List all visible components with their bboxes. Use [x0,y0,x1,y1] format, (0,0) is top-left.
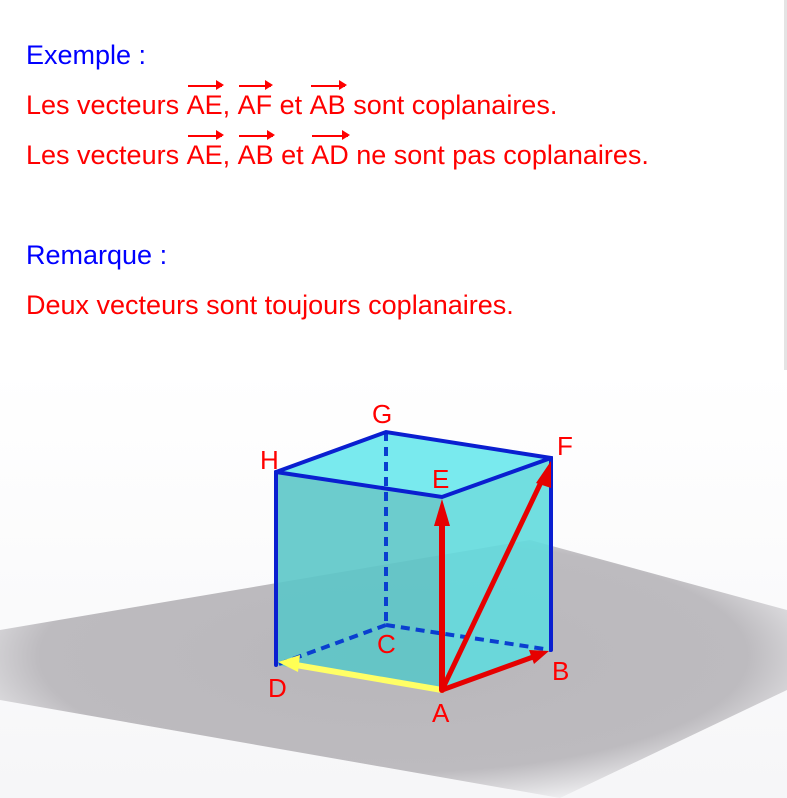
point-label-c: C [377,629,396,659]
vector-ab: AB [237,140,274,170]
point-label-b: B [552,656,570,686]
vector-ad: AD [311,140,349,170]
vector-ab: AB [309,90,346,120]
point-label-g: G [372,399,393,429]
text: sont coplanaires. [345,90,558,120]
text: Les vecteurs [26,90,187,120]
point-label-e: E [432,464,450,494]
point-label-f: F [557,431,573,461]
text: Les vecteurs [26,140,187,170]
example-heading: Exemple : [26,40,147,70]
remark-text: Deux vecteurs sont toujours coplanaires. [26,290,514,320]
remark-heading: Remarque : [26,240,168,270]
example-line-1 [26,90,557,121]
cube-figure [0,370,787,798]
text: , [222,90,238,120]
point-label-h: H [260,445,279,475]
example-line-2 [26,140,649,171]
point-label-a: A [432,698,450,728]
vector-ae: AE [186,140,223,170]
text: , [222,140,238,170]
text: et [272,90,310,120]
text: et [273,140,312,170]
vector-af: AF [237,90,273,120]
text: ne sont pas coplanaires. [348,140,649,170]
point-label-d: D [268,673,287,703]
vector-ae: AE [186,90,223,120]
